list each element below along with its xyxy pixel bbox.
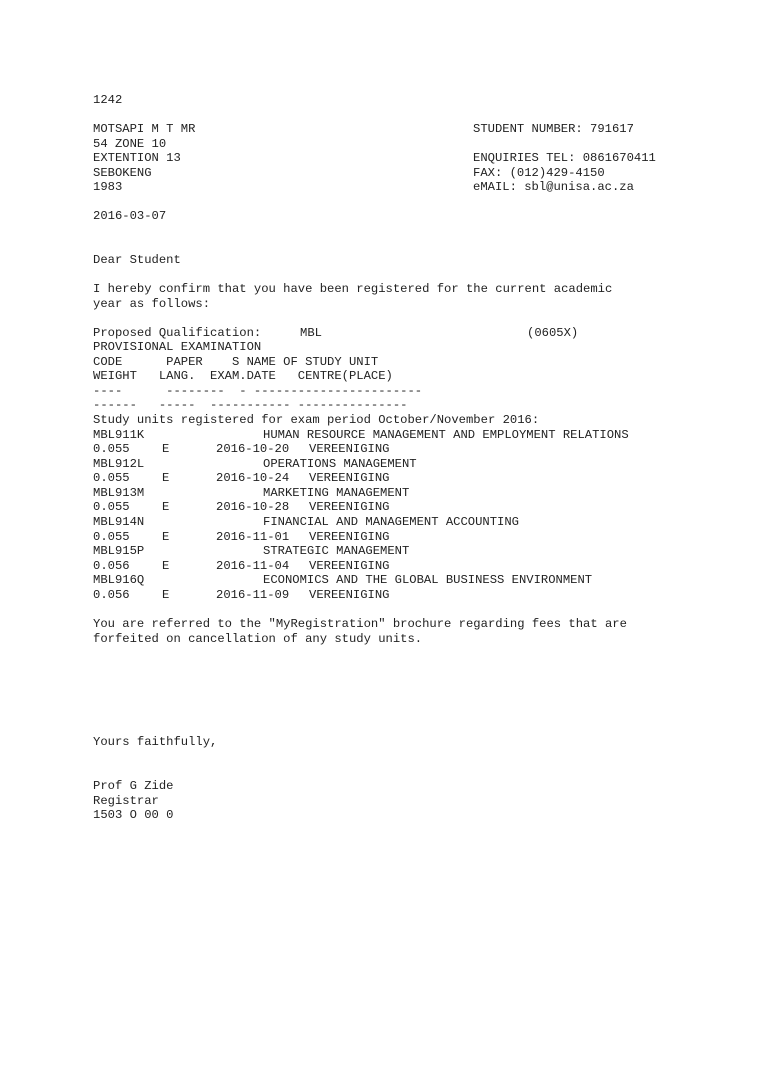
- address-line-street: 54 ZONE 10: [93, 137, 167, 151]
- unit-name: STRATEGIC MANAGEMENT: [263, 544, 410, 558]
- fees-note-line-2: forfeited on cancellation of any study units.: [93, 632, 423, 646]
- table-header-row-1: CODE PAPER S NAME OF STUDY UNIT: [93, 355, 379, 369]
- unit-code: MBL911K: [93, 428, 145, 442]
- unit-exam-date: 2016-11-01: [216, 530, 290, 544]
- unit-centre: VEREENIGING: [309, 442, 390, 456]
- reference-number: 1242: [93, 93, 123, 107]
- unit-code: MBL915P: [93, 544, 145, 558]
- unit-language: E: [162, 559, 170, 573]
- unit-centre: VEREENIGING: [309, 588, 390, 602]
- unit-name: OPERATIONS MANAGEMENT: [263, 457, 417, 471]
- unit-language: E: [162, 588, 170, 602]
- unit-centre: VEREENIGING: [309, 530, 390, 544]
- unit-exam-date: 2016-11-04: [216, 559, 290, 573]
- unit-exam-date: 2016-10-20: [216, 442, 290, 456]
- letter-date: 2016-03-07: [93, 209, 167, 223]
- fees-note-line-1: You are referred to the "MyRegistration" brochure regarding fees that are: [93, 617, 627, 631]
- unit-name: MARKETING MANAGEMENT: [263, 486, 410, 500]
- unit-weight: 0.055: [93, 442, 130, 456]
- unit-weight: 0.056: [93, 588, 130, 602]
- email-address: eMAIL: sbl@unisa.ac.za: [473, 180, 634, 194]
- signatory-name: Prof G Zide: [93, 779, 174, 793]
- unit-weight: 0.055: [93, 530, 130, 544]
- unit-language: E: [162, 530, 170, 544]
- address-line-postcode: 1983: [93, 180, 123, 194]
- document-code: 1503 O 00 0: [93, 808, 174, 822]
- student-number: STUDENT NUMBER: 791617: [473, 122, 634, 136]
- intro-line-1: I hereby confirm that you have been registered for the current academic: [93, 282, 613, 296]
- address-line-city: SEBOKENG: [93, 166, 152, 180]
- closing: Yours faithfully,: [93, 735, 218, 749]
- unit-centre: VEREENIGING: [309, 559, 390, 573]
- enquiries-tel: ENQUIRIES TEL: 0861670411: [473, 151, 656, 165]
- unit-exam-date: 2016-10-24: [216, 471, 290, 485]
- qualification-label: Proposed Qualification:: [93, 326, 262, 340]
- unit-name: HUMAN RESOURCE MANAGEMENT AND EMPLOYMENT RELATIONS: [263, 428, 629, 442]
- address-line-suburb: EXTENTION 13: [93, 151, 181, 165]
- fax-number: FAX: (012)429-4150: [473, 166, 605, 180]
- unit-language: E: [162, 442, 170, 456]
- unit-exam-date: 2016-11-09: [216, 588, 290, 602]
- table-header-row-2: WEIGHT LANG. EXAM.DATE CENTRE(PLACE): [93, 369, 393, 383]
- unit-exam-date: 2016-10-28: [216, 500, 290, 514]
- qualification-number: (0605X): [527, 326, 579, 340]
- salutation: Dear Student: [93, 253, 181, 267]
- intro-line-2: year as follows:: [93, 297, 211, 311]
- signatory-title: Registrar: [93, 794, 159, 808]
- unit-centre: VEREENIGING: [309, 471, 390, 485]
- unit-language: E: [162, 471, 170, 485]
- unit-code: MBL912L: [93, 457, 145, 471]
- unit-centre: VEREENIGING: [309, 500, 390, 514]
- unit-weight: 0.055: [93, 500, 130, 514]
- table-header-rule-1: ---- -------- - -----------------------: [93, 384, 423, 398]
- unit-name: FINANCIAL AND MANAGEMENT ACCOUNTING: [263, 515, 519, 529]
- unit-code: MBL916Q: [93, 573, 145, 587]
- unit-weight: 0.056: [93, 559, 130, 573]
- unit-code: MBL913M: [93, 486, 145, 500]
- provisional-examination: PROVISIONAL EXAMINATION: [93, 340, 262, 354]
- qualification-code: MBL: [300, 326, 322, 340]
- unit-name: ECONOMICS AND THE GLOBAL BUSINESS ENVIRONMENT: [263, 573, 593, 587]
- unit-code: MBL914N: [93, 515, 145, 529]
- exam-period-heading: Study units registered for exam period October/November 2016:: [93, 413, 540, 427]
- address-line-name: MOTSAPI M T MR: [93, 122, 196, 136]
- table-header-rule-2: ------ ----- ----------- ---------------: [93, 398, 408, 412]
- unit-weight: 0.055: [93, 471, 130, 485]
- unit-language: E: [162, 500, 170, 514]
